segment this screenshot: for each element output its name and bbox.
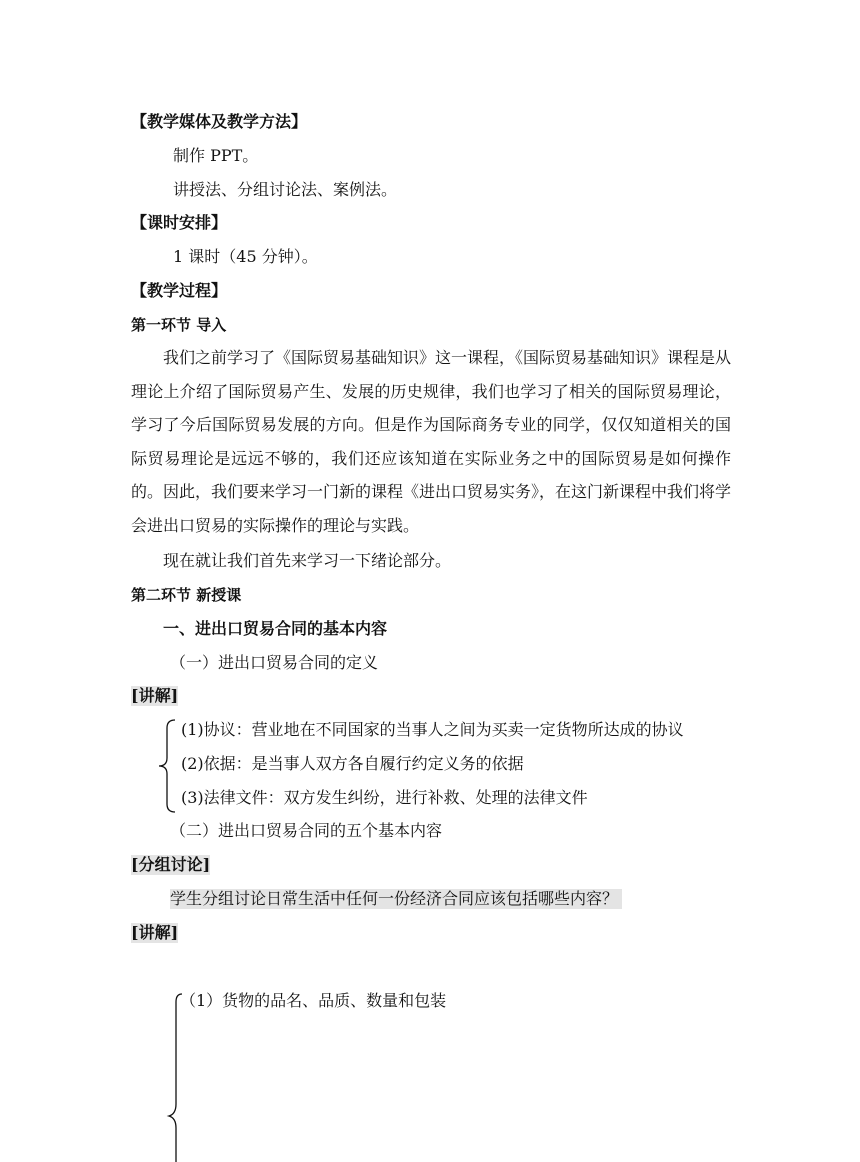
schedule-heading: 【课时安排】 <box>131 213 228 232</box>
schedule-text: 1 课时（45 分钟）。 <box>173 247 318 266</box>
part2-heading: （二）进出口贸易合同的五个基本内容 <box>170 821 443 840</box>
section2-title: 第二环节 新授课 <box>131 586 242 604</box>
explain-label: [讲解] <box>131 686 179 705</box>
section1-paragraph: 我们之前学习了《国际贸易基础知识》这一课程，《国际贸易基础知识》课程是从理论上介绍了国际贸易产生、发展的历史规律，我们也学习了相关的国际贸易理论，学习了今后国际贸易发展的方向。但是作为国际商务专业的同学，仅仅知道相关的国际贸易理论是远远不够的，我们还应该知道在实际业务之中的国际贸易是如何操作的。因此，我们要来学习一门新的课程《进出口贸易实务》，在这门新课程中我们将学会进出口贸易的实际操作的理论与实践。 <box>131 348 732 535</box>
part1-heading: （一）进出口贸易合同的定义 <box>170 653 379 672</box>
section1-closing: 现在就让我们首先来学习一下绪论部分。 <box>163 551 452 570</box>
process-heading: 【教学过程】 <box>131 281 228 300</box>
content-item: （1）货物的品名、品质、数量和包装 <box>180 991 447 1010</box>
definition-item: (2)依据：是当事人双方各自履行约定义务的依据 <box>181 754 524 773</box>
discussion-label: [分组讨论] <box>131 855 211 874</box>
media-item: 制作 PPT。 <box>173 146 259 165</box>
media-heading: 【教学媒体及教学方法】 <box>131 112 308 131</box>
discussion-question: 学生分组讨论日常生活中任何一份经济合同应该包括哪些内容？ <box>170 889 622 909</box>
definition-item: (3)法律文件：双方发生纠纷，进行补救、处理的法律文件 <box>181 788 588 807</box>
left-brace-icon <box>155 718 179 814</box>
explain-label: [讲解] <box>131 923 179 942</box>
section1-title: 第一环节 导入 <box>131 316 227 334</box>
section2-subtitle: 一、进出口贸易合同的基本内容 <box>163 619 388 638</box>
left-brace-icon <box>166 992 186 1162</box>
media-item: 讲授法、分组讨论法、案例法。 <box>173 180 398 199</box>
definition-item: (1)协议：营业地在不同国家的当事人之间为买卖一定货物所达成的协议 <box>181 720 684 739</box>
